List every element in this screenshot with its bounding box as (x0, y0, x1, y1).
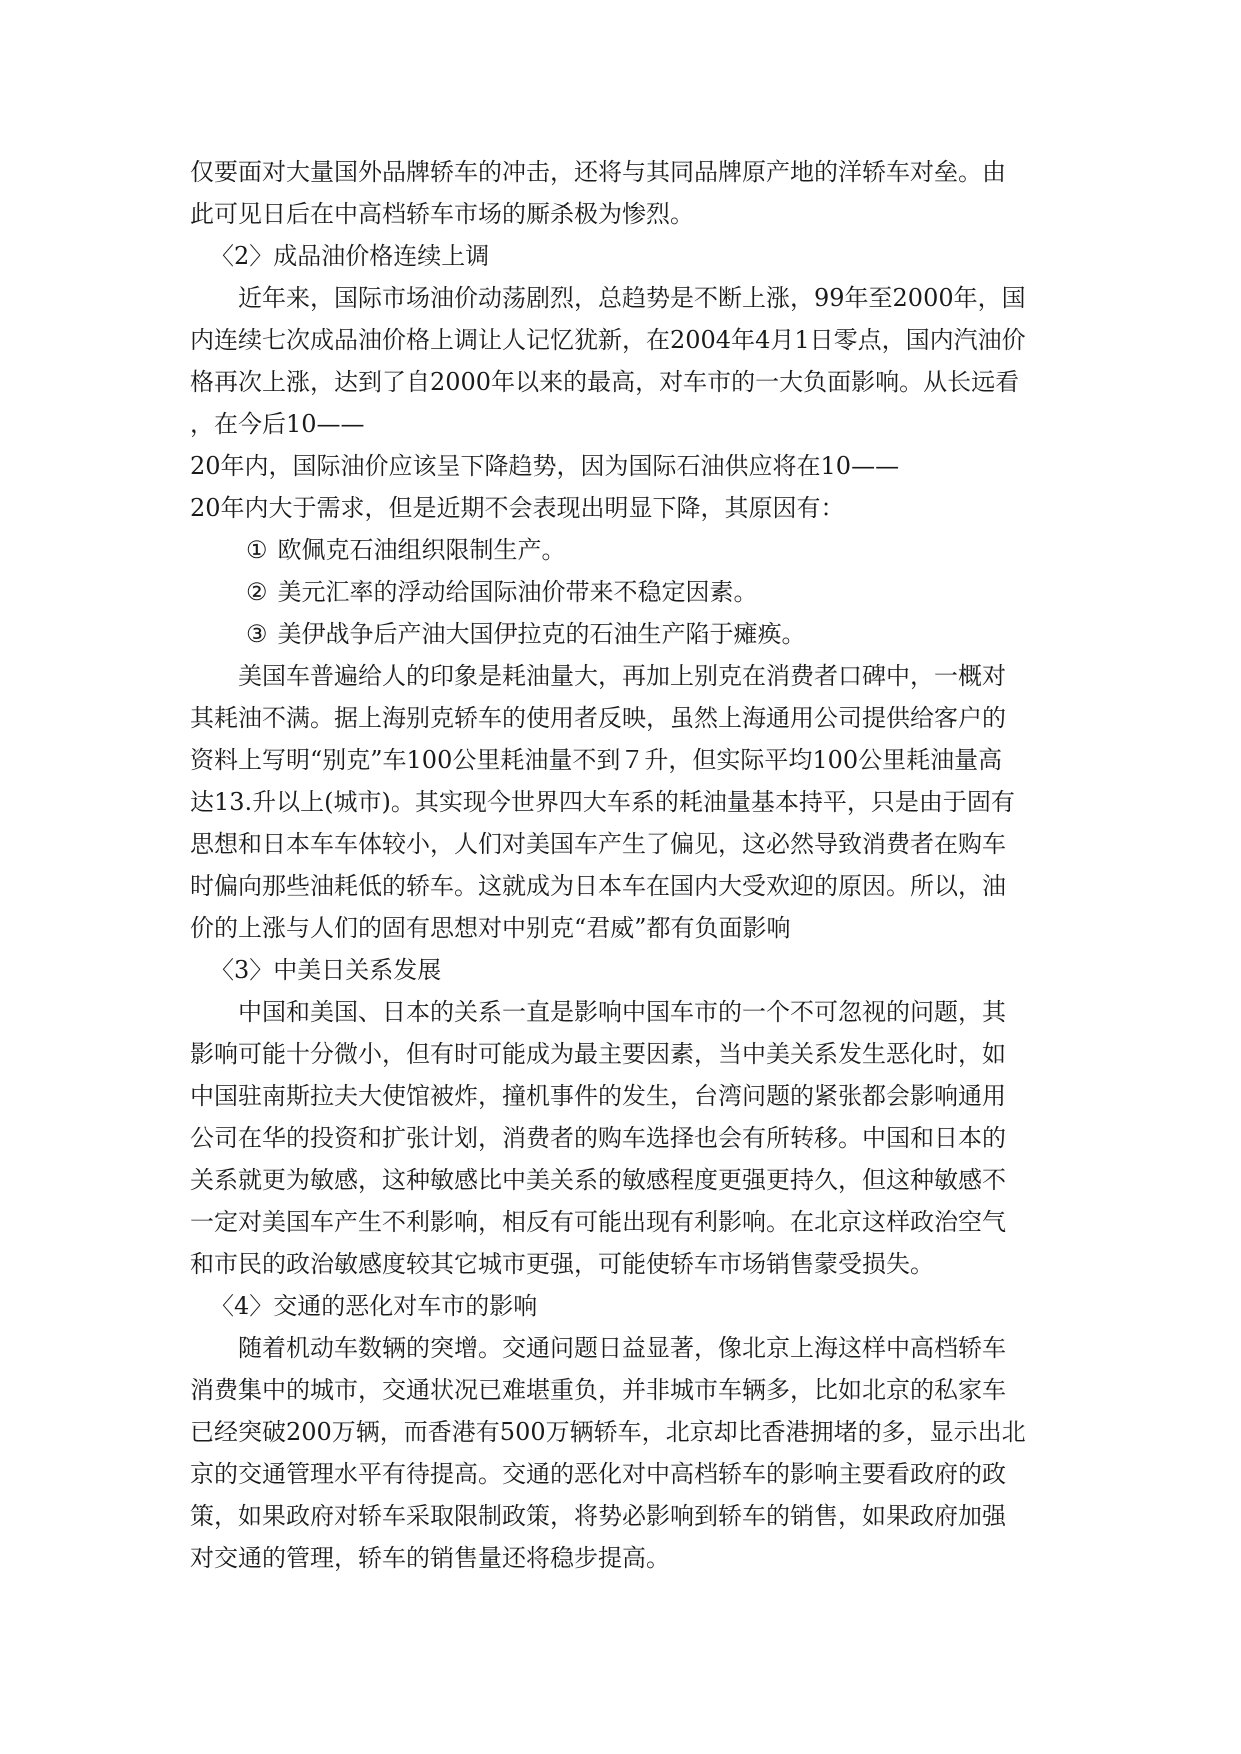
reasons-list (190, 529, 1070, 655)
text-line: 达13.升以上(城市)。其实现今世界四大车系的耗油量基本持平，只是由于固有 (190, 788, 1015, 816)
text-line: 时偏向那些油耗低的轿车。这就成为日本车在国内大受欢迎的原因。所以，油 (190, 872, 1006, 900)
list-item-text: 欧佩克石油组织限制生产。 (277, 536, 566, 564)
text-line: 随着机动车数辆的突增。交通问题日益显著，像北京上海这样中高档轿车 (238, 1334, 1006, 1362)
list-marker: ② (246, 578, 268, 606)
text-line: 中国驻南斯拉夫大使馆被炸，撞机事件的发生，台湾问题的紧张都会影响通用 (190, 1082, 1006, 1110)
text-line: 京的交通管理水平有待提高。交通的恶化对中高档轿车的影响主要看政府的政 (190, 1460, 1006, 1488)
text-line: 价的上涨与人们的固有思想对中别克“君威”都有负面影响 (190, 914, 791, 942)
paragraph-continuation (190, 151, 1070, 235)
text-line: 和市民的政治敏感度较其它城市更强，可能使轿车市场销售蒙受损失。 (190, 1250, 934, 1278)
section-heading-oil-price: 〈2〉成品油价格连续上调 (210, 242, 490, 270)
paragraph-traffic (190, 1327, 1070, 1579)
text-line: 此可见日后在中高档轿车市场的厮杀极为惨烈。 (190, 200, 694, 228)
section-heading-relations: 〈3〉中美日关系发展 (210, 956, 442, 984)
text-line: 一定对美国车产生不利影响，相反有可能出现有利影响。在北京这样政治空气 (190, 1208, 1006, 1236)
list-item-text: 美伊战争后产油大国伊拉克的石油生产陷于瘫痪。 (277, 620, 806, 648)
list-marker: ① (246, 536, 268, 564)
text-line: ，在今后10—— (190, 410, 365, 438)
text-line: 关系就更为敏感，这种敏感比中美关系的敏感程度更强更持久，但这种敏感不 (190, 1166, 1006, 1194)
text-line: 其耗油不满。据上海别克轿车的使用者反映，虽然上海通用公司提供给客户的 (190, 704, 1006, 732)
list-item (190, 529, 1070, 571)
paragraph-oil-price (190, 277, 1070, 529)
list-marker: ③ (246, 620, 268, 648)
text-line: 中国和美国、日本的关系一直是影响中国车市的一个不可忽视的问题，其 (238, 998, 1006, 1026)
text-line: 对交通的管理，轿车的销售量还将稳步提高。 (190, 1544, 670, 1572)
text-line: 仅要面对大量国外品牌轿车的冲击，还将与其同品牌原产地的洋轿车对垒。由 (190, 158, 1006, 186)
text-line: 美国车普遍给人的印象是耗油量大，再加上别克在消费者口碑中，一概对 (238, 662, 1006, 690)
text-line: 内连续七次成品油价格上调让人记忆犹新，在2004年4月1日零点，国内汽油价 (190, 326, 1026, 354)
text-line: 近年来，国际市场油价动荡剧烈，总趋势是不断上涨，99年至2000年，国 (238, 284, 1026, 312)
paragraph-fuel-consumption (190, 655, 1070, 949)
text-line: 资料上写明“别克”车100公里耗油量不到７升，但实际平均100公里耗油量高 (190, 746, 1003, 774)
text-line: 策，如果政府对轿车采取限制政策，将势必影响到轿车的销售，如果政府加强 (190, 1502, 1006, 1530)
list-item-text: 美元汇率的浮动给国际油价带来不稳定因素。 (277, 578, 758, 606)
section-heading-traffic: 〈4〉交通的恶化对车市的影响 (210, 1292, 538, 1320)
list-item (190, 613, 1070, 655)
text-line: 20年内，国际油价应该呈下降趋势，因为国际石油供应将在10—— (190, 452, 900, 480)
text-line: 影响可能十分微小，但有时可能成为最主要因素，当中美关系发生恶化时，如 (190, 1040, 1006, 1068)
text-line: 格再次上涨，达到了自2000年以来的最高，对车市的一大负面影响。从长远看 (190, 368, 1020, 396)
text-line: 公司在华的投资和扩张计划，消费者的购车选择也会有所转移。中国和日本的 (190, 1124, 1006, 1152)
list-item (190, 571, 1070, 613)
document-page (190, 151, 1070, 1579)
paragraph-relations (190, 991, 1070, 1285)
text-line: 消费集中的城市，交通状况已难堪重负，并非城市车辆多，比如北京的私家车 (190, 1376, 1006, 1404)
text-line: 已经突破200万辆，而香港有500万辆轿车，北京却比香港拥堵的多，显示出北 (190, 1418, 1026, 1446)
text-line: 20年内大于需求，但是近期不会表现出明显下降，其原因有： (190, 494, 845, 522)
text-line: 思想和日本车车体较小，人们对美国车产生了偏见，这必然导致消费者在购车 (190, 830, 1006, 858)
